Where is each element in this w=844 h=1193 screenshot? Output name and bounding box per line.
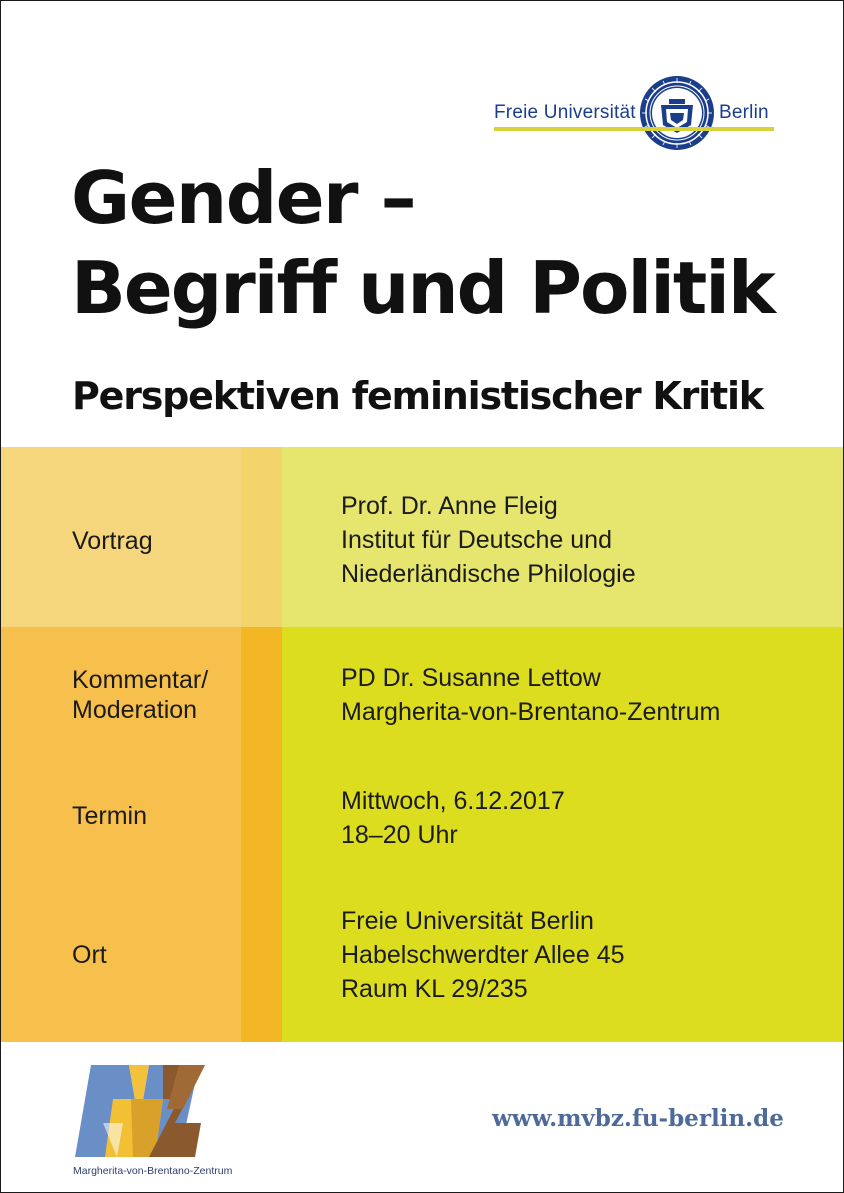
kommentar-line: Margherita-von-Brentano-Zentrum: [341, 698, 721, 726]
mvbz-logo-caption: Margherita-von-Brentano-Zentrum: [73, 1165, 233, 1177]
title-line-2: Begriff und Politik: [71, 246, 774, 330]
page-subtitle: Perspektiven feministischer Kritik: [72, 374, 763, 418]
vortrag-line: Niederländische Philologie: [341, 560, 636, 588]
website-link[interactable]: www.mvbz.fu-berlin.de: [492, 1105, 784, 1132]
logo-underline: [494, 127, 774, 131]
kommentar-line: PD Dr. Susanne Lettow: [341, 664, 601, 692]
vortrag-line: Institut für Deutsche und: [341, 526, 612, 554]
ort-label: Ort: [72, 941, 107, 969]
kommentar-label-line: Moderation: [72, 696, 198, 724]
kommentar-label: [72, 665, 208, 725]
kommentar-label-line: Kommentar/: [72, 666, 209, 694]
university-name-right: Berlin: [719, 102, 769, 123]
ort-details: [341, 904, 625, 1006]
university-seal-icon: [639, 75, 715, 151]
ort-line: Raum KL 29/235: [341, 975, 528, 1003]
termin-details: [341, 784, 565, 852]
title-line-1: Gender –: [71, 156, 416, 240]
ort-line: Habelschwerdter Allee 45: [341, 941, 625, 969]
fu-berlin-logo: [494, 75, 776, 151]
termin-line: Mittwoch, 6.12.2017: [341, 787, 565, 815]
termin-line: 18–20 Uhr: [341, 821, 458, 849]
vortrag-line: Prof. Dr. Anne Fleig: [341, 492, 558, 520]
university-name-left: Freie Universität: [494, 102, 636, 123]
band-stripe-light: [241, 447, 282, 627]
kommentar-details: [341, 661, 720, 729]
vortrag-details: [341, 489, 636, 591]
termin-label: Termin: [72, 802, 148, 830]
band-stripe-dark: [241, 627, 282, 1042]
ort-line: Freie Universität Berlin: [341, 907, 594, 935]
mvbz-logo-icon: [71, 1063, 251, 1179]
page-title: [71, 153, 774, 333]
vortrag-label: Vortrag: [72, 527, 153, 555]
